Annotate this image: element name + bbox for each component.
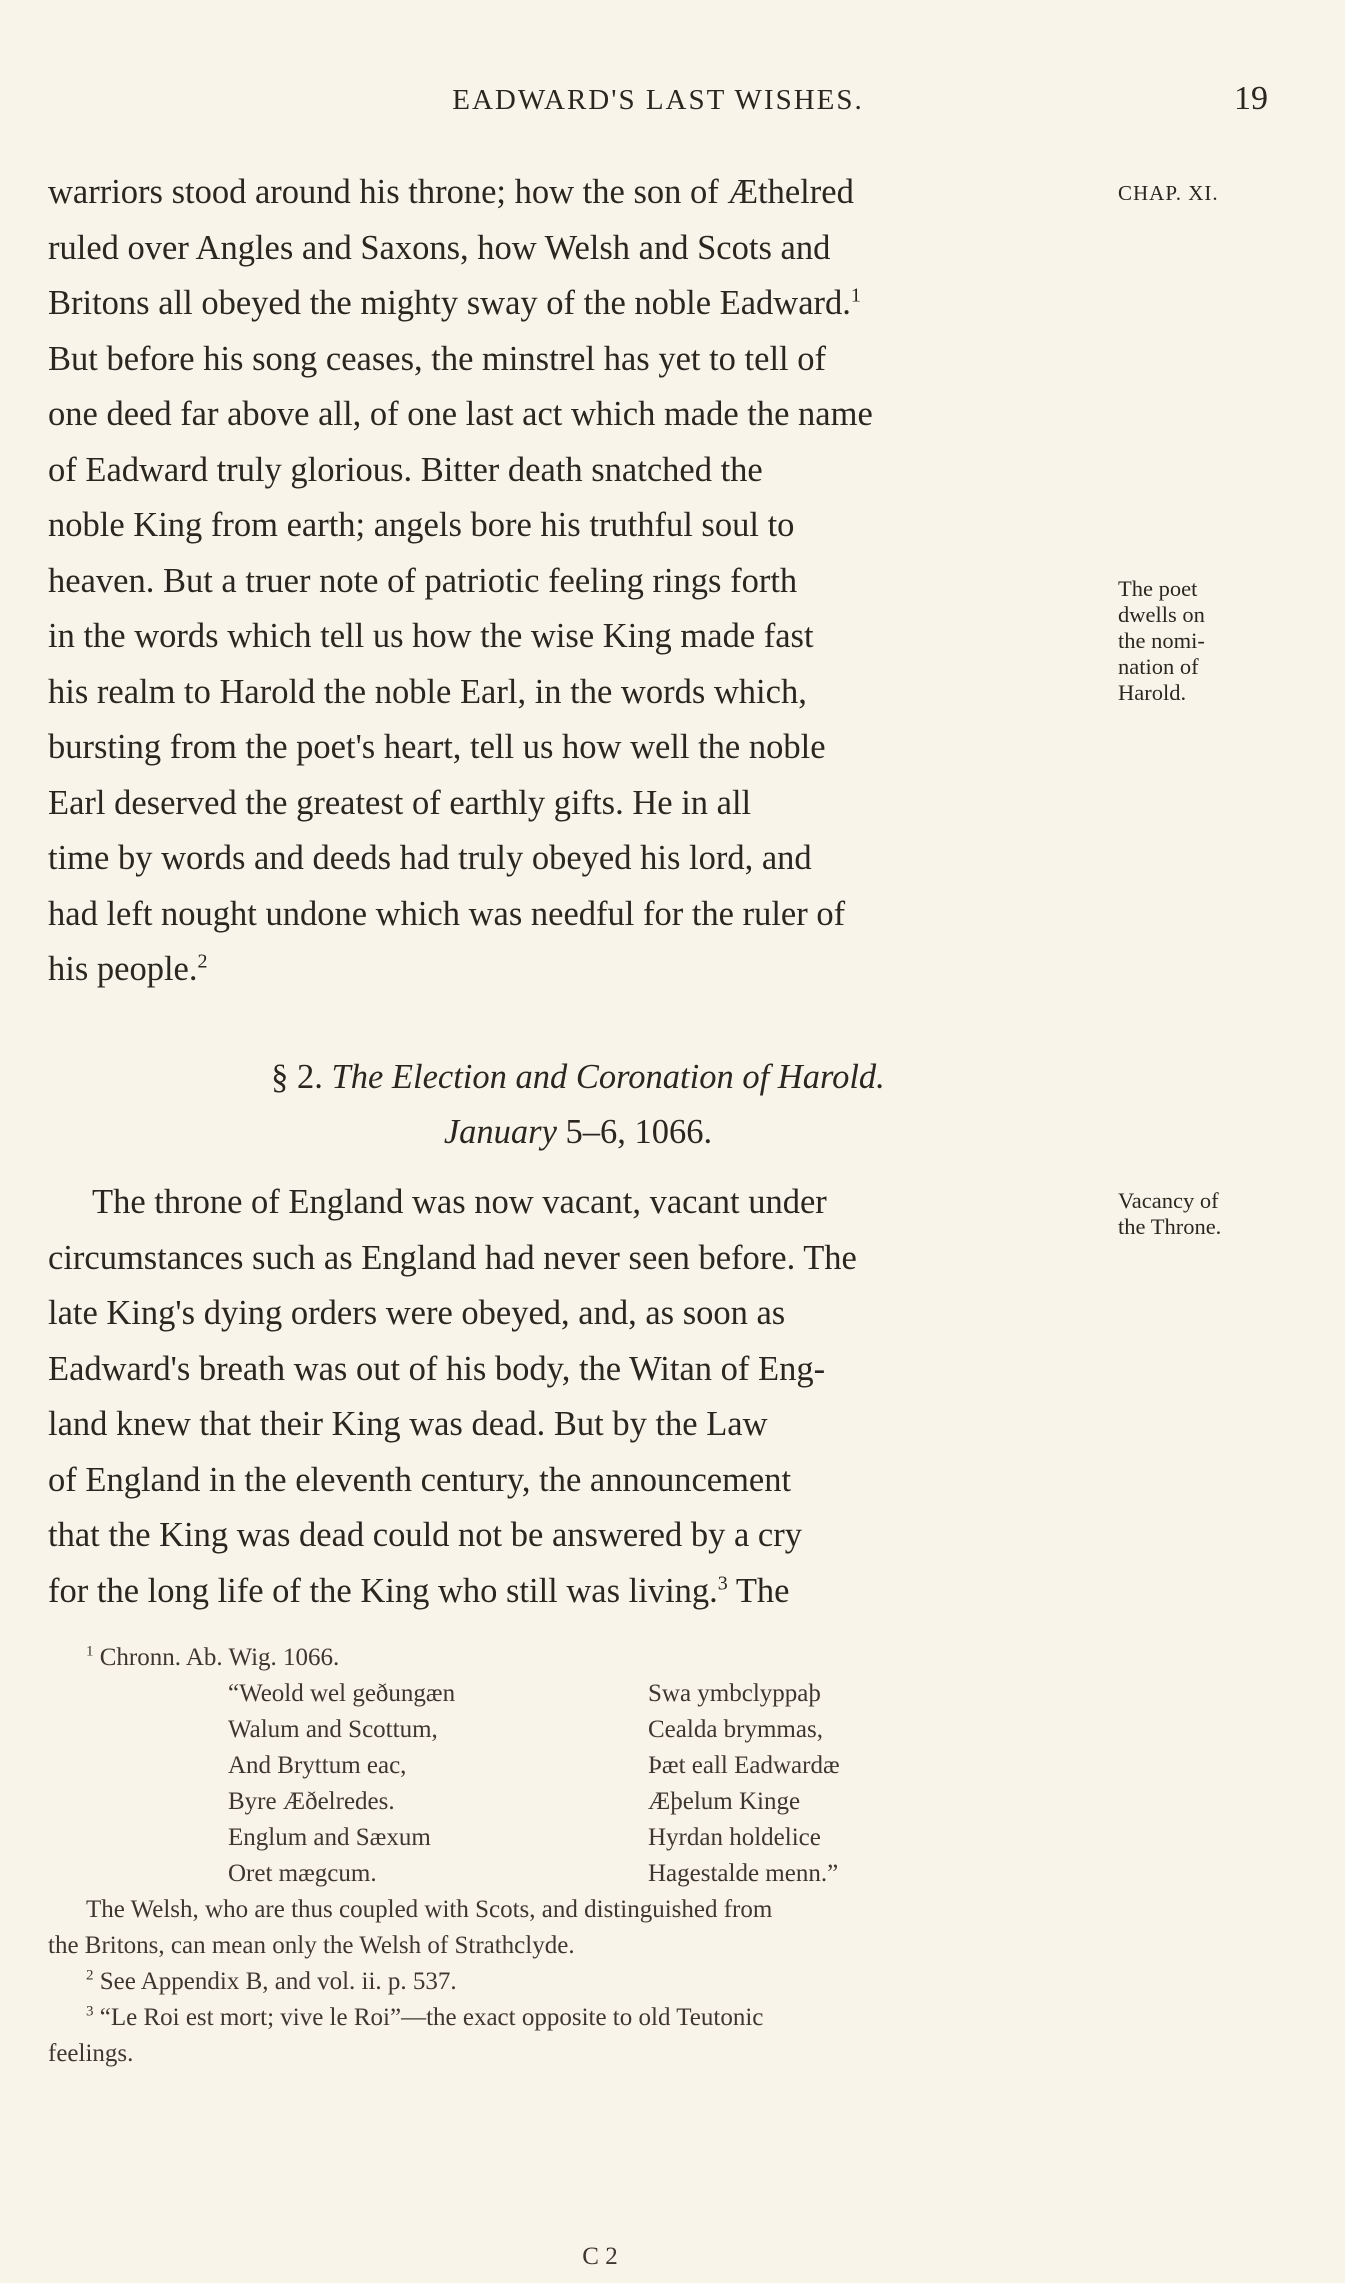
margin-note-poet: The poet dwells on the nomi- nation of Harold. bbox=[1118, 576, 1205, 705]
text-line: for the long life of the King who still was living.$^3$ The bbox=[48, 1571, 790, 1610]
footnote-1-source: $^1$ Chronn. Ab. Wig. 1066. bbox=[86, 1643, 340, 1671]
section-number: § 2. bbox=[271, 1058, 323, 1096]
page-header bbox=[48, 80, 1268, 130]
margin-note-vacancy: Vacancy of the Throne. bbox=[1118, 1188, 1222, 1239]
text-line: The throne of England was now vacant, vacant under bbox=[92, 1183, 827, 1221]
poem-quotation bbox=[48, 1676, 1108, 1892]
paragraph-1 bbox=[48, 165, 1108, 998]
text-line: heaven. But a truer note of patriotic feeling rings forth bbox=[48, 561, 798, 600]
text-line: Earl deserved the greatest of earthly gifts. He in all bbox=[48, 783, 752, 822]
footnote-2: $^2$ See Appendix B, and vol. ii. p. 537. bbox=[86, 1967, 457, 1995]
text-line: that the King was dead could not be answered by a cry bbox=[48, 1516, 802, 1554]
footnote-ref: 1 bbox=[850, 284, 861, 307]
text-line: land knew that their King was dead. But by the Law bbox=[48, 1405, 768, 1443]
text-line: noble King from earth; angels bore his truthful soul to bbox=[48, 506, 795, 544]
text-line: ruled over Angles and Saxons, how Welsh and Scots and bbox=[48, 228, 831, 267]
signature-mark: C 2 bbox=[582, 2243, 618, 2270]
footnote-3-continued: feelings. bbox=[48, 2040, 134, 2067]
text-line: time by words and deeds had truly obeyed his lord, and bbox=[48, 839, 812, 877]
text-line: late King's dying orders were obeyed, and, as soon as bbox=[48, 1294, 786, 1332]
text-line: his people.$^2$ bbox=[48, 950, 208, 988]
text-line: of Eadward truly glorious. Bitter death snatched the bbox=[48, 450, 763, 489]
text-line: had left nought undone which was needful for the ruler of bbox=[48, 894, 846, 933]
footnote-1-comment: the Britons, can mean only the Welsh of Strathclyde. bbox=[48, 1932, 575, 1959]
running-title: EADWARD'S LAST WISHES. bbox=[452, 84, 864, 116]
section-date-month: January bbox=[443, 1113, 557, 1151]
text-line: circumstances such as England had never seen before. The bbox=[48, 1238, 857, 1277]
chapter-marker: CHAP. XI. bbox=[1118, 181, 1219, 205]
section-heading bbox=[48, 1050, 1108, 1160]
text-line: But before his song ceases, the minstrel has yet to tell of bbox=[48, 339, 826, 378]
poem-right-column: Swa ymbclyppaþ Cealda brymmas, Þæt eall Eadwardæ Æþelum Kinge Hyrdan holdelice Hagestalde menn.” bbox=[648, 1680, 840, 1887]
footnote-ref: 3 bbox=[717, 1572, 728, 1594]
footnotes bbox=[48, 1640, 1108, 2072]
section-date-days: 5–6, 1066. bbox=[565, 1113, 713, 1151]
text-line: bursting from the poet's heart, tell us how well the noble bbox=[48, 728, 826, 766]
text-line: in the words which tell us how the wise King made fast bbox=[48, 617, 814, 655]
text-line: Eadward's breath was out of his body, the Witan of Eng- bbox=[48, 1349, 826, 1388]
text-line: warriors stood around his throne; how the son of Æthelred bbox=[48, 173, 854, 211]
text-line: Britons all obeyed the mighty sway of the noble Eadward.$^1$ bbox=[48, 284, 861, 322]
page-number: 19 bbox=[1234, 80, 1268, 117]
paragraph-2 bbox=[48, 1175, 1108, 1619]
poem-left-column: “Weold wel geðungæn Walum and Scottum, And Bryttum eac, Byre Æðelredes. Englum and Sæxum Oret mægcum. bbox=[228, 1680, 456, 1887]
text-line: of England in the eleventh century, the announcement bbox=[48, 1460, 792, 1499]
section-title: The Election and Coronation of Harold. bbox=[331, 1058, 885, 1096]
footnote-ref: 2 bbox=[197, 950, 208, 973]
text-line: his realm to Harold the noble Earl, in the words which, bbox=[48, 672, 807, 711]
footnote-1-comment: The Welsh, who are thus coupled with Scots, and distinguished from bbox=[86, 1896, 773, 1923]
text-line: one deed far above all, of one last act which made the name bbox=[48, 395, 873, 433]
footnote-3: $^3$ “Le Roi est mort; vive le Roi”—the exact opposite to old Teutonic bbox=[86, 2003, 764, 2031]
